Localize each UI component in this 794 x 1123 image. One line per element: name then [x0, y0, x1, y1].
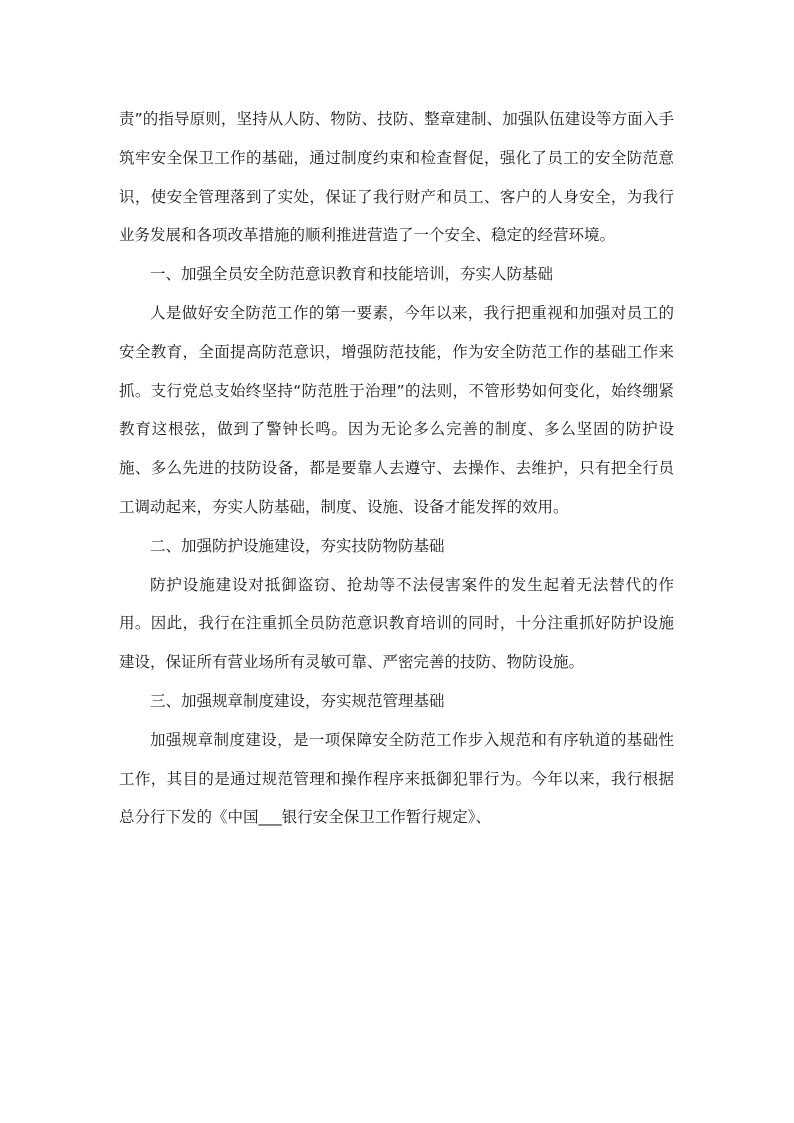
- paragraph-personnel-defense: 人是做好安全防范工作的第一要素，今年以来，我行把重视和加强对员工的安全教育，全面提高防范意识，增强防范技能，作为安全防范工作的基础工作来抓。支行党总支始终坚持“防范胜于治理”的法则，不管形势如何变化，始终绷紧教育这根弦，做到了警钟长鸣。因为无论多么完善的制度、多么坚固的防护设施、多么先进的技防设备，都是要靠人去遵守、去操作、去维护，只有把全行员工调动起来，夯实人防基础，制度、设施、设备才能发挥的效用。: [119, 303, 674, 516]
- section-heading-2: 二、加强防护设施建设，夯实技防物防基础: [150, 536, 445, 555]
- document-body: [119, 100, 674, 837]
- paragraph-rules-regulations: 加强规章制度建设，是一项保障安全防范工作步入规范和有序轨道的基础性工作，其目的是通过规范管理和操作程序来抵御犯罪行为。今年以来，我行根据总分行下发的《中国___银行安全保卫工作暂行规定》、: [119, 730, 674, 827]
- paragraph-intro-continuation: 责”的指导原则，坚持从人防、物防、技防、整章建制、加强队伍建设等方面入手筑牢安全保卫工作的基础，通过制度约束和检查督促，强化了员工的安全防范意识，使安全管理落到了实处，保证了我行财产和员工、客户的人身安全，为我行业务发展和各项改革措施的顺利推进营造了一个安全、稳定的经营环境。: [119, 110, 674, 245]
- section-heading-3: 三、加强规章制度建设，夯实规范管理基础: [150, 691, 445, 710]
- paragraph-protective-facilities: 防护设施建设对抵御盗窃、抢劫等不法侵害案件的发生起着无法替代的作用。因此，我行在注重抓全员防范意识教育培训的同时，十分注重抓好防护设施建设，保证所有营业场所有灵敏可靠、严密完善的技防、物防设施。: [119, 575, 674, 672]
- section-heading-1: 一、加强全员安全防范意识教育和技能培训，夯实人防基础: [150, 265, 554, 284]
